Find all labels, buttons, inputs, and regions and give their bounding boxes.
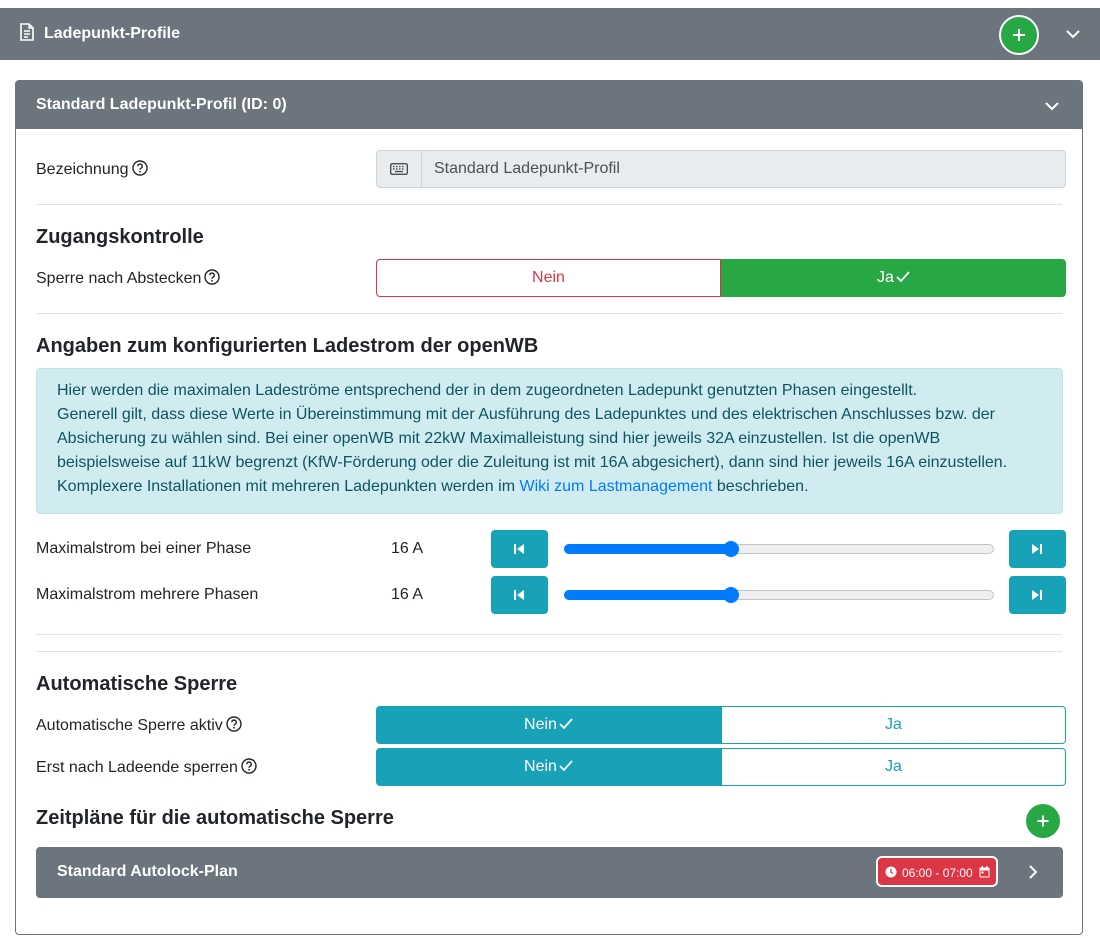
slider-fill	[564, 544, 731, 554]
auto-sperre-aktiv-label: Automatische Sperre aktiv	[36, 716, 242, 735]
auto-sperre-ja-button[interactable]: Ja	[721, 706, 1066, 744]
clock-icon	[885, 866, 897, 878]
zeitplaene-heading: Zeitpläne für die automatische Sperre	[36, 807, 394, 829]
help-icon[interactable]	[241, 758, 257, 774]
divider	[36, 634, 1062, 635]
slider-fill	[564, 590, 731, 600]
check-icon	[896, 271, 910, 283]
ladeende-ja-button[interactable]: Ja	[721, 748, 1066, 786]
profile-card-header[interactable]	[16, 81, 1082, 129]
zugangskontrolle-heading: Zugangskontrolle	[36, 226, 204, 248]
maximalstrom-einphasig-slider[interactable]	[564, 530, 995, 568]
sperre-nach-abstecken-label: Sperre nach Abstecken	[36, 269, 220, 288]
calendar-icon	[979, 866, 990, 878]
help-icon[interactable]	[132, 160, 148, 176]
chevron-down-icon[interactable]	[1066, 29, 1080, 39]
autolock-plan-row[interactable]	[36, 847, 1063, 898]
info-text-line3: Komplexere Installationen mit mehreren Ladepunkten werden im Wiki zum Lastmanagement beschrieben.	[57, 478, 809, 495]
check-icon	[559, 760, 573, 772]
step-backward-icon	[513, 543, 525, 555]
sperre-nach-abstecken-toggle	[376, 259, 1066, 297]
divider	[36, 204, 1062, 205]
divider	[36, 651, 1062, 652]
keyboard-icon	[390, 163, 408, 175]
decrease-button[interactable]	[491, 530, 548, 568]
increase-button[interactable]	[1009, 576, 1066, 614]
sperre-nein-button[interactable]: Nein	[376, 259, 721, 297]
slider-thumb[interactable]	[723, 587, 739, 603]
erst-nach-ladeende-toggle	[376, 748, 1066, 786]
step-backward-icon	[513, 589, 525, 601]
step-forward-icon	[1031, 589, 1043, 601]
bezeichnung-input[interactable]	[422, 151, 1066, 187]
info-text-line1: Hier werden die maximalen Ladeströme entsprechend der in dem zugeordneten Ladepunkt genutzten Phasen eingestellt.	[57, 382, 918, 399]
plan-time-badge	[876, 856, 998, 887]
ladestrom-info-alert	[36, 368, 1063, 514]
check-icon	[559, 718, 573, 730]
add-profile-button[interactable]	[999, 15, 1039, 55]
plan-time: 06:00 - 07:00	[902, 866, 973, 880]
ladestrom-heading: Angaben zum konfigurierten Ladestrom der openWB	[36, 335, 539, 357]
erst-nach-ladeende-label: Erst nach Ladeende sperren	[36, 758, 257, 777]
add-plan-button[interactable]	[1026, 804, 1060, 838]
maximalstrom-einphasig-label: Maximalstrom bei einer Phase	[36, 540, 252, 557]
maximalstrom-mehrphasig-label: Maximalstrom mehrere Phasen	[36, 586, 259, 603]
wiki-lastmanagement-link[interactable]: Wiki zum Lastmanagement	[519, 478, 713, 495]
bezeichnung-input-group	[376, 150, 1066, 188]
profile-card	[15, 80, 1083, 935]
profiles-header[interactable]	[0, 8, 1100, 60]
keyboard-addon	[377, 151, 422, 187]
plan-name: Standard Autolock-Plan	[57, 863, 238, 880]
bezeichnung-label: Bezeichnung	[36, 160, 148, 179]
auto-sperre-heading: Automatische Sperre	[36, 673, 238, 695]
maximalstrom-einphasig-value: 16 A	[391, 540, 424, 557]
auto-sperre-aktiv-toggle	[376, 706, 1066, 744]
increase-button[interactable]	[1009, 530, 1066, 568]
maximalstrom-mehrphasig-value: 16 A	[391, 586, 424, 603]
decrease-button[interactable]	[491, 576, 548, 614]
help-icon[interactable]	[204, 269, 220, 285]
chevron-right-icon[interactable]	[1028, 865, 1037, 879]
help-icon[interactable]	[226, 716, 242, 732]
document-icon	[20, 23, 34, 41]
ladeende-nein-button[interactable]: Nein	[376, 748, 721, 786]
divider	[36, 313, 1062, 314]
sperre-ja-button[interactable]: Ja	[721, 259, 1066, 297]
info-text-line2: Generell gilt, dass diese Werte in Übereinstimmung mit der Ausführung des Ladepunktes und des elektrischen Anschlusses bzw. der Absicherung zu wählen sind. Bei einer openWB mit 22kW Maximalleistung sind hier jeweils 32A einzustellen. Ist die openWB beispielsweise auf 11kW begrenzt (KfW-Förderung oder die Zuleitung ist mit 16A abgesichert), dann sind hier jeweils 16A einzustellen.	[57, 406, 1008, 471]
profile-title: Standard Ladepunkt-Profil (ID: 0)	[36, 96, 287, 113]
plus-icon	[1012, 28, 1026, 42]
chevron-down-icon[interactable]	[1045, 101, 1059, 111]
maximalstrom-mehrphasig-slider[interactable]	[564, 576, 995, 614]
step-forward-icon	[1031, 543, 1043, 555]
slider-thumb[interactable]	[723, 541, 739, 557]
auto-sperre-nein-button[interactable]: Nein	[376, 706, 721, 744]
page-title: Ladepunkt-Profile	[44, 25, 181, 42]
plus-icon	[1037, 815, 1050, 828]
